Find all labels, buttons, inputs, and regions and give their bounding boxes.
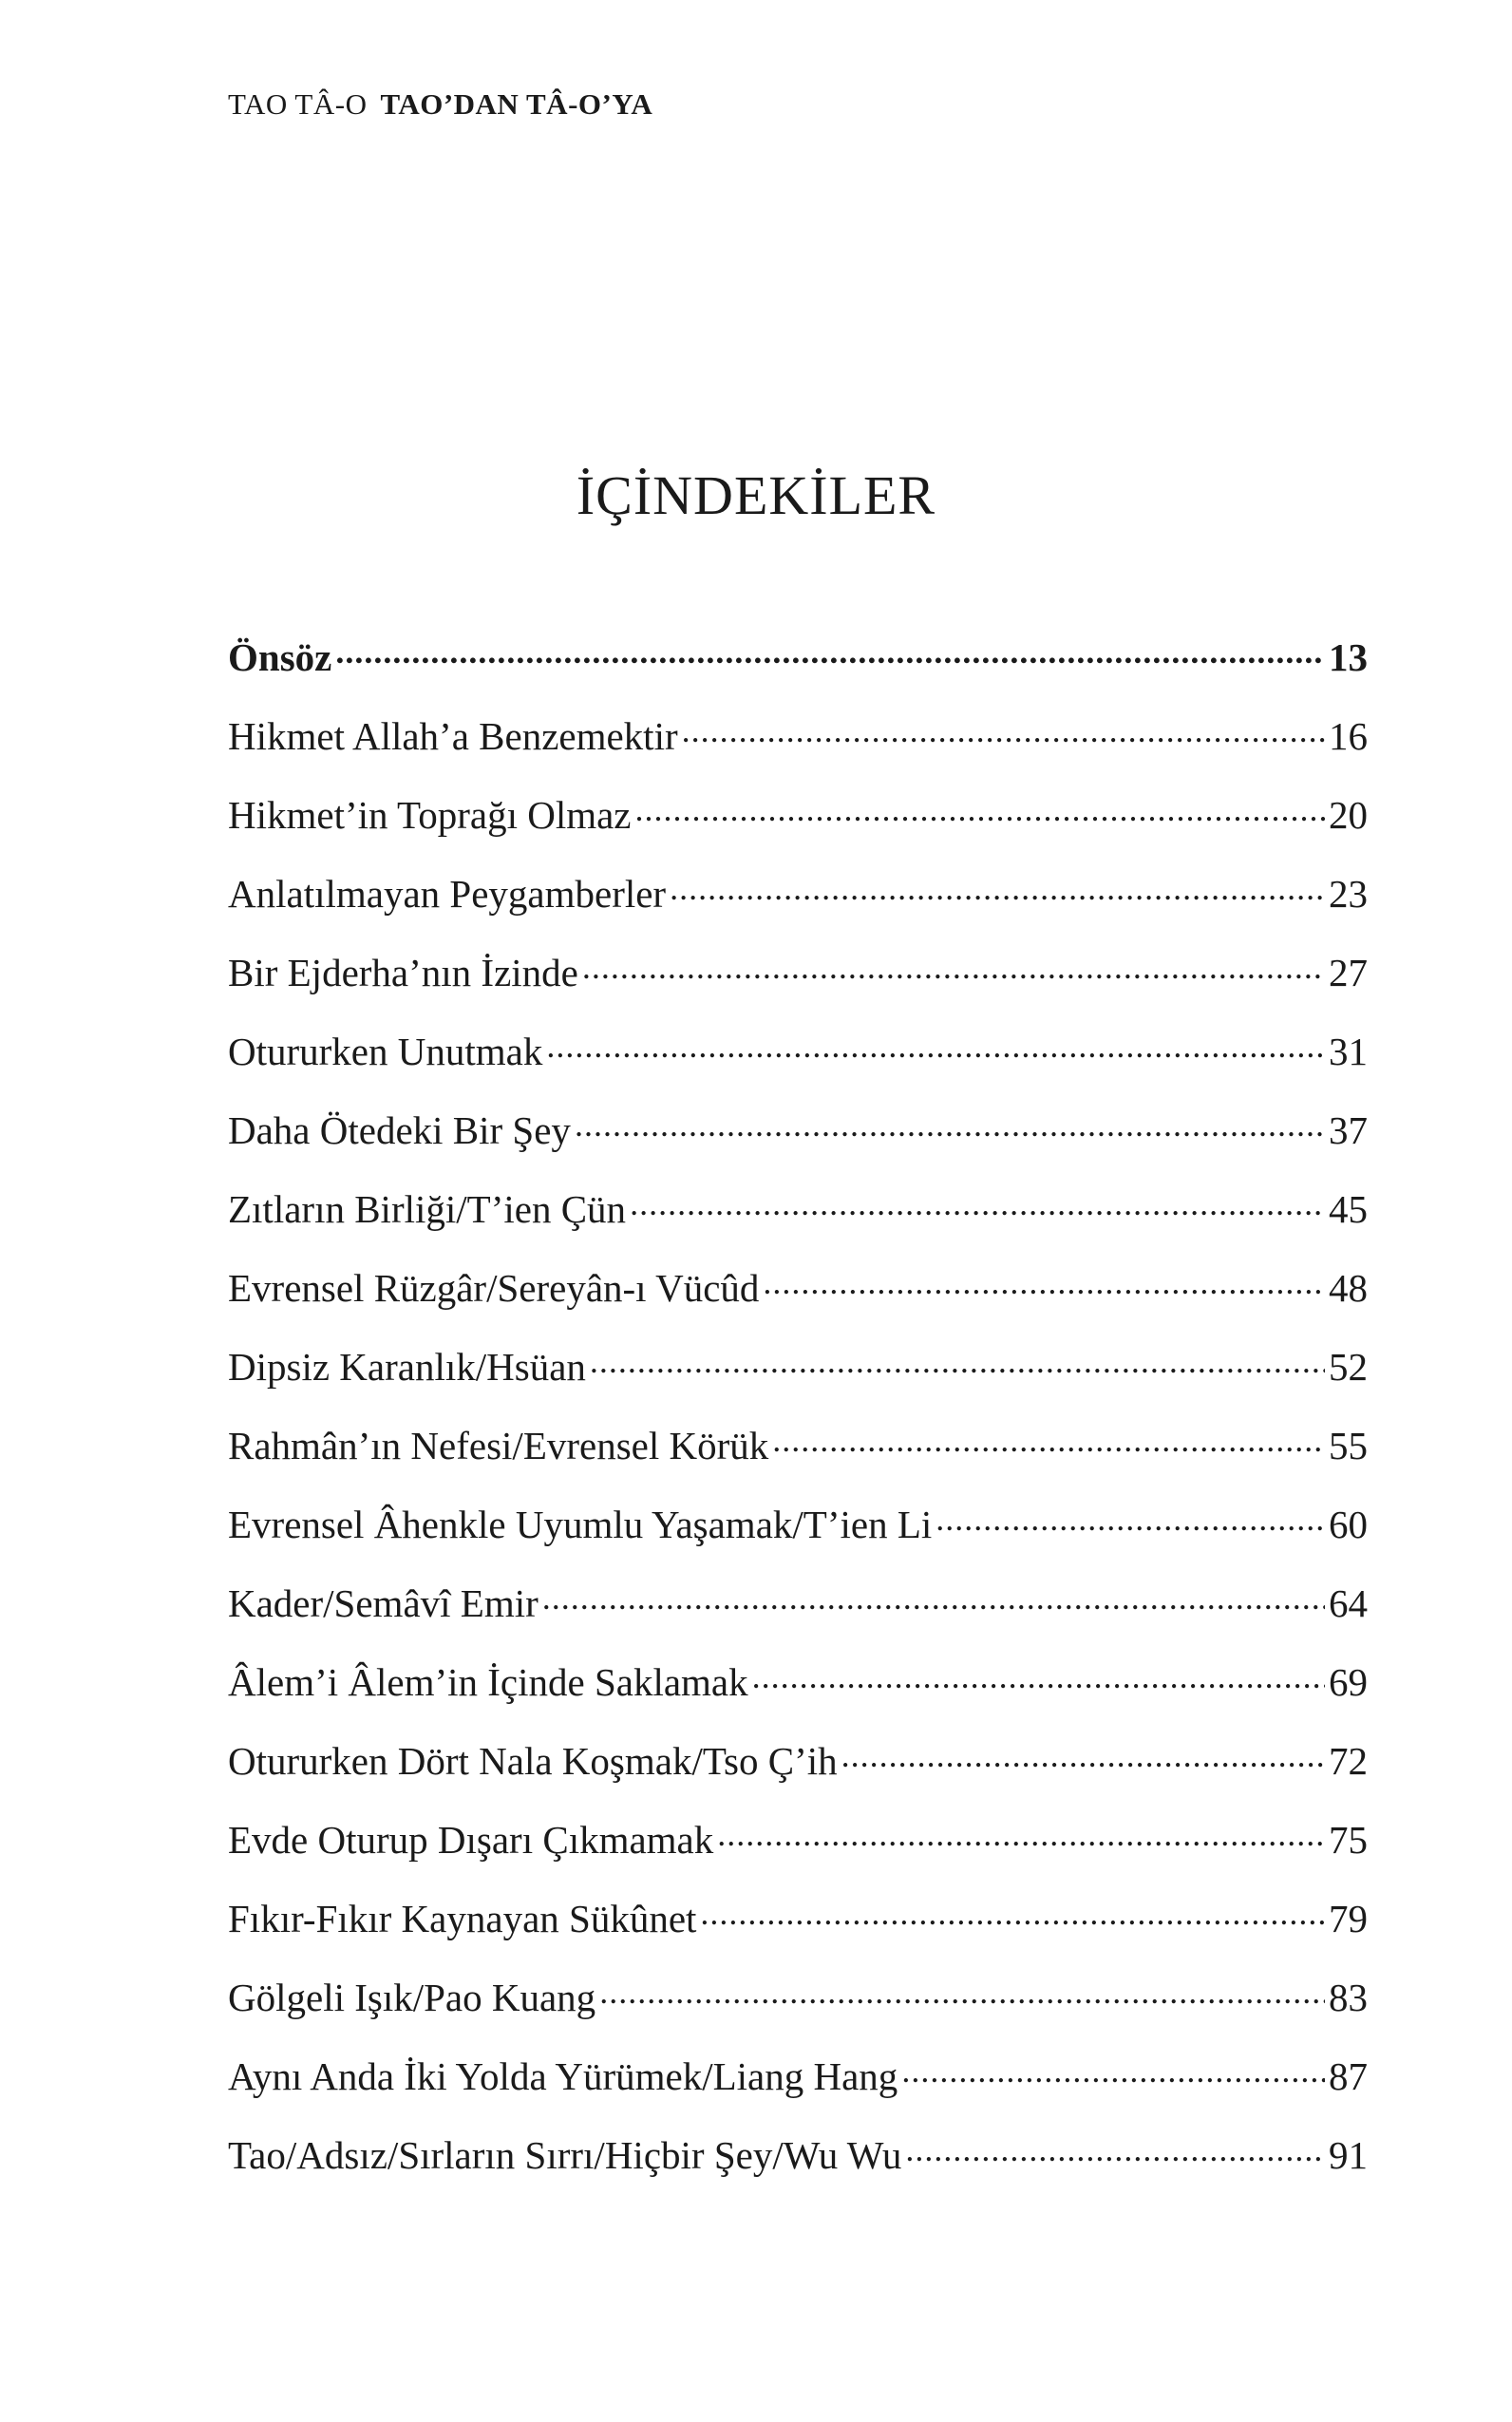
toc-dot-leader (936, 1499, 1325, 1538)
toc-entry-page: 13 (1329, 635, 1368, 679)
toc-entry-page: 45 (1329, 1187, 1368, 1231)
toc-entry-title: Anlatılmayan Peygamberler (228, 872, 667, 916)
toc-entry-page: 91 (1329, 2133, 1368, 2177)
toc-dot-leader (905, 2129, 1325, 2168)
toc-entry (228, 2129, 1368, 2208)
toc-entry-title: Âlem’i Âlem’in İçinde Saklamak (228, 1660, 748, 1704)
toc-entry (228, 1814, 1368, 1893)
toc-entry-page: 75 (1329, 1818, 1368, 1862)
toc-dot-leader (546, 1026, 1325, 1065)
toc-entry-page: 79 (1329, 1897, 1368, 1940)
toc-dot-leader (670, 868, 1325, 907)
toc-entry-page: 83 (1329, 1976, 1368, 2019)
toc-entry-title: Rahmân’ın Nefesi/Evrensel Körük (228, 1424, 769, 1467)
toc-dot-leader (630, 1183, 1325, 1222)
toc-dot-leader (700, 1893, 1325, 1932)
toc-entry (228, 632, 1368, 710)
toc-list (228, 632, 1368, 2208)
toc-dot-leader (575, 1105, 1325, 1144)
toc-entry-title: Otururken Unutmak (228, 1030, 543, 1073)
toc-entry (228, 1262, 1368, 1341)
toc-entry (228, 2051, 1368, 2129)
toc-entry-title: Evde Oturup Dışarı Çıkmamak (228, 1818, 714, 1862)
toc-entry-title: Gölgeli Işık/Pao Kuang (228, 1976, 596, 2019)
toc-entry-title: Aynı Anda İki Yolda Yürümek/Liang Hang (228, 2054, 898, 2098)
toc-entry-title: Otururken Dört Nala Koşmak/Tso Ç’ih (228, 1739, 838, 1783)
toc-dot-leader (682, 710, 1325, 749)
toc-dot-leader (752, 1656, 1325, 1695)
toc-entry (228, 1183, 1368, 1262)
toc-entry (228, 1341, 1368, 1420)
toc-entry-page: 48 (1329, 1266, 1368, 1310)
toc-entry (228, 1105, 1368, 1183)
toc-entry (228, 868, 1368, 947)
toc-entry (228, 1420, 1368, 1499)
running-header (228, 87, 652, 122)
header-author: TAO TÂ-O (228, 87, 368, 121)
toc-entry-title: Hikmet Allah’a Benzemektir (228, 714, 678, 758)
toc-entry-page: 23 (1329, 872, 1368, 916)
toc-entry-title: Hikmet’in Toprağı Olmaz (228, 793, 632, 837)
toc-dot-leader (599, 1972, 1325, 2011)
toc-dot-leader (590, 1341, 1325, 1380)
toc-entry-page: 55 (1329, 1424, 1368, 1467)
toc-entry (228, 1026, 1368, 1105)
toc-entry-title: Kader/Semâvî Emir (228, 1581, 539, 1625)
toc-entry-page: 20 (1329, 793, 1368, 837)
toc-entry (228, 947, 1368, 1026)
toc-heading: İÇİNDEKİLER (576, 464, 936, 526)
toc-entry-page: 87 (1329, 2054, 1368, 2098)
toc-dot-leader (901, 2051, 1325, 2090)
toc-entry (228, 1499, 1368, 1578)
toc-entry (228, 1578, 1368, 1656)
toc-entry-page: 69 (1329, 1660, 1368, 1704)
toc-entry-title: Evrensel Âhenkle Uyumlu Yaşamak/T’ien Li (228, 1503, 933, 1546)
toc-entry-title: Dipsiz Karanlık/Hsüan (228, 1345, 586, 1389)
toc-entry-title: Evrensel Rüzgâr/Sereyân-ı Vücûd (228, 1266, 760, 1310)
toc-entry-page: 31 (1329, 1030, 1368, 1073)
toc-dot-leader (542, 1578, 1325, 1617)
toc-entry-page: 37 (1329, 1108, 1368, 1152)
toc-entry-title: Bir Ejderha’nın İzinde (228, 951, 578, 994)
toc-entry-title: Daha Ötedeki Bir Şey (228, 1108, 571, 1152)
toc-entry-page: 16 (1329, 714, 1368, 758)
toc-entry-title: Zıtların Birliği/T’ien Çün (228, 1187, 627, 1231)
toc-entry-page: 27 (1329, 951, 1368, 994)
toc-dot-leader (717, 1814, 1325, 1853)
toc-entry-page: 52 (1329, 1345, 1368, 1389)
toc-entry-page: 60 (1329, 1503, 1368, 1546)
toc-entry-title: Önsöz (228, 635, 332, 679)
toc-dot-leader (582, 947, 1325, 986)
header-book-title: TAO’DAN TÂ-O’YA (380, 87, 653, 121)
toc-entry-title: Fıkır-Fıkır Kaynayan Sükûnet (228, 1897, 697, 1940)
toc-dot-leader (635, 789, 1326, 828)
toc-dot-leader (335, 632, 1325, 671)
toc-entry-page: 64 (1329, 1581, 1368, 1625)
toc-dot-leader (763, 1262, 1325, 1301)
toc-entry (228, 1656, 1368, 1735)
toc-entry-title: Tao/Adsız/Sırların Sırrı/Hiçbir Şey/Wu Wu (228, 2133, 902, 2177)
toc-entry (228, 1735, 1368, 1814)
toc-entry (228, 710, 1368, 789)
toc-entry-page: 72 (1329, 1739, 1368, 1783)
toc-dot-leader (841, 1735, 1325, 1774)
toc-entry (228, 1972, 1368, 2051)
toc-dot-leader (772, 1420, 1325, 1459)
toc-entry (228, 789, 1368, 868)
toc-entry (228, 1893, 1368, 1972)
